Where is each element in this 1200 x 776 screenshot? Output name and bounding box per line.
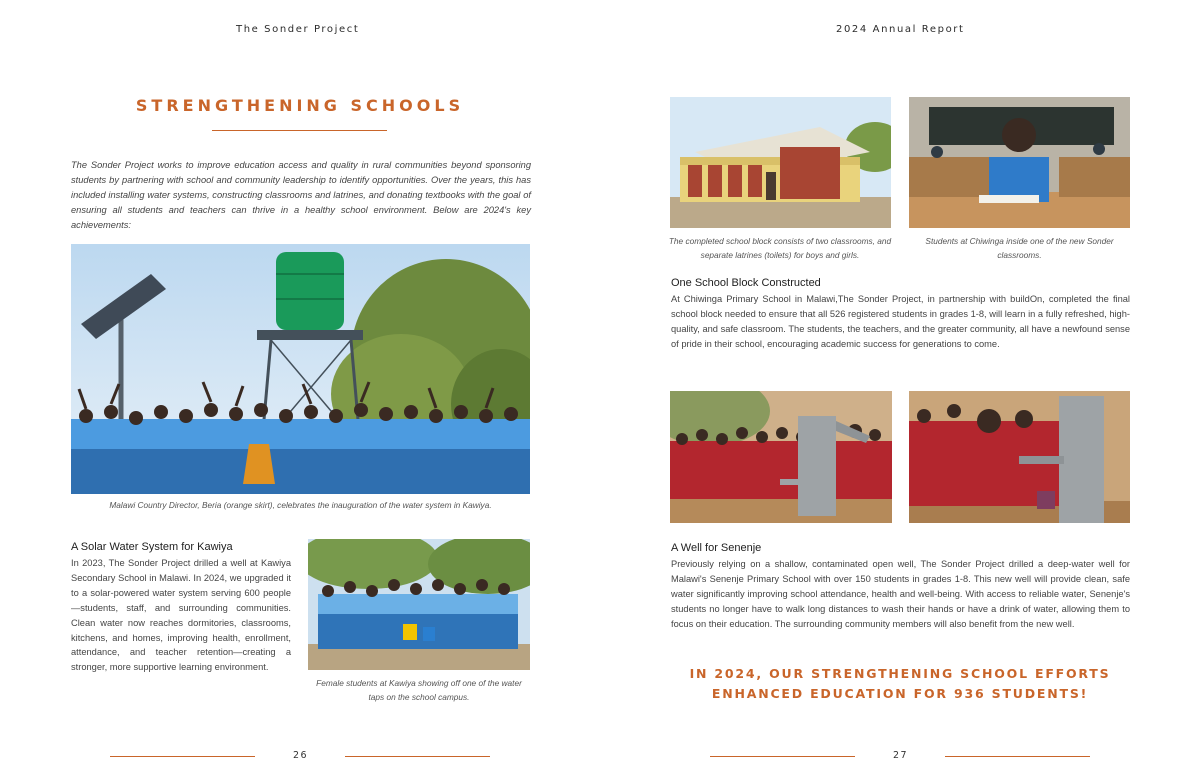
impact-callout-line-2: ENHANCED EDUCATION FOR 936 STUDENTS! bbox=[711, 686, 1089, 701]
footer-rule-right bbox=[945, 756, 1090, 757]
female-students-image bbox=[308, 539, 530, 670]
title-divider bbox=[212, 130, 387, 131]
school-block-image bbox=[670, 97, 891, 228]
page-number: 27 bbox=[893, 750, 909, 761]
main-photo-caption: Malawi Country Director, Beria (orange skirt), celebrates the inauguration of the water system in Kawiya. bbox=[109, 500, 492, 510]
classroom-student-image bbox=[909, 97, 1130, 228]
intro-paragraph: The Sonder Project works to improve education access and quality in rural communities beyond sponsoring students by partnering with school and community leadership to identify opportunities. Over the years, this has included installing water systems, constructing classrooms and latrines, and donating textbooks with the goal of ensuring all students and teachers can thrive in a healthy school environment. Below are 2024's key achievements: bbox=[71, 160, 531, 230]
well-drinking-photo bbox=[909, 391, 1130, 523]
section-title: STRENGTHENING SCHOOLS bbox=[135, 96, 465, 115]
well-group-photo bbox=[670, 391, 892, 523]
school-block-body: At Chiwinga Primary School in Malawi,The Sonder Project, in partnership with buildOn, completed the final school block needed to ensure that all 526 registered students in grades 1-8, will learn in a fully refreshed, high-quality, and safe classroom. The students, the teachers, and the greater community, all have a newfound sense of pride in their school, encouraging academic success for generations to come. bbox=[671, 294, 1130, 349]
school-block-photo bbox=[670, 97, 891, 228]
water-system-body: In 2023, The Sonder Project drilled a well at Kawiya Secondary School in Malawi. In 2024, we upgraded it to a solar-powered water system serving 600 people—students, staff, and surrounding communities. Clean water now reaches dormitories, classrooms, kitchens, and homes, improving health, enrollment, attendance, and teacher retention—creating a stronger, more supportive learning environment. bbox=[71, 558, 291, 673]
well-drinking-image bbox=[909, 391, 1130, 523]
right-page bbox=[600, 0, 1200, 776]
water-tower-celebration-photo bbox=[71, 244, 530, 494]
classroom-student-photo bbox=[909, 97, 1130, 228]
water-tower-celebration-image bbox=[71, 244, 530, 494]
footer-rule-left bbox=[110, 756, 255, 757]
footer-rule-right bbox=[345, 756, 490, 757]
school-block-heading: One School Block Constructed bbox=[671, 277, 821, 289]
water-system-heading: A Solar Water System for Kawiya bbox=[71, 541, 233, 553]
well-heading: A Well for Senenje bbox=[671, 542, 762, 554]
running-head-organization: The Sonder Project bbox=[236, 24, 360, 35]
well-body: Previously relying on a shallow, contaminated open well, The Sonder Project drilled a deep-water well for Malawi's Senenje Primary School with over 150 students in grades 1-8. This new well will provide clean, safe water significantly improving school attendance, health and well-being. With access to reliable water, Senenje's students no longer have to walk long distances to wash their hands or have a drink of water, allowing them to focus on their education. The surrounding community members will also benefit from the new well. bbox=[671, 559, 1130, 629]
classroom-caption: Students at Chiwinga inside one of the new Sonder classrooms. bbox=[925, 236, 1114, 260]
footer-rule-left bbox=[710, 756, 855, 757]
female-students-photo bbox=[308, 539, 530, 670]
well-group-image bbox=[670, 391, 892, 523]
school-block-caption: The completed school block consists of two classrooms, and separate latrines (toilets) for boys and girls. bbox=[668, 236, 892, 260]
page-number: 26 bbox=[293, 750, 309, 761]
impact-callout bbox=[600, 664, 1200, 704]
small-photo-caption: Female students at Kawiya showing off one of the water taps on the school campus. bbox=[316, 678, 522, 702]
running-head-report: 2024 Annual Report bbox=[836, 24, 965, 35]
impact-callout-line-1: IN 2024, OUR STRENGTHENING SCHOOL EFFORTS bbox=[689, 666, 1111, 681]
